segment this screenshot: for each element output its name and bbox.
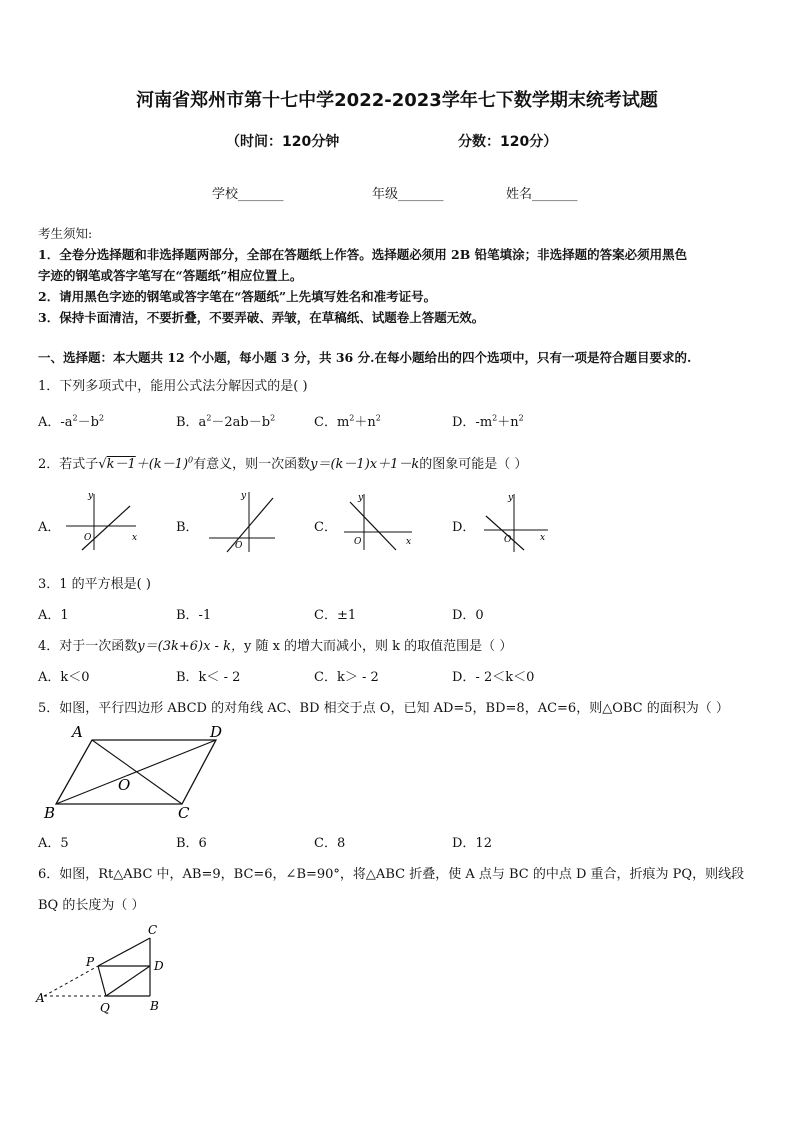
q2-graph-c-x-label: x (406, 537, 412, 547)
q5-stem: 5．如图，平行四边形 ABCD 的对角线 AC、BD 相交于点 O，已知 AD=5，BD=8，AC=6，则△OBC 的面积为（ ） (38, 701, 729, 716)
exam-title: 河南省郑州市第十七中学2022-2023学年七下数学期末统考试题 (136, 90, 658, 111)
q3-option-b: B．-1 (176, 608, 212, 623)
q4-stem: 4．对于一次函数y＝(3k+6)x - k，y 随 x 的增大而减小，则 k 的取值范围是（ ） (38, 639, 513, 654)
q2-graph-a-x-label: x (132, 533, 138, 543)
q3-option-d: D．0 (452, 608, 484, 623)
q5-option-c: C．8 (314, 836, 346, 851)
q2-graph-c (340, 488, 420, 556)
q1-option-d: D．$-m^2+n^2$ (452, 413, 524, 430)
q5-parallelogram-figure (38, 722, 238, 822)
q5-option-a: A．5 (38, 836, 69, 851)
grade-field: 年级_______ (372, 187, 444, 202)
q4-option-a: A．k＜0 (38, 670, 90, 685)
q2-graph-c-origin: O (354, 537, 362, 547)
q5-option-d: D．12 (452, 836, 492, 851)
q2-stem: 2．若式子$√k-1+(k-1)^0$有意义，则一次函数y＝(k－1)x＋1－k的图象可能是（ ） (38, 455, 528, 472)
q2-graph-b-y-label: y (241, 491, 247, 501)
q2-option-d: D． (452, 520, 476, 535)
q6-label-q: Q (100, 1001, 110, 1015)
q2-option-c: C． (314, 520, 337, 535)
q6-label-d: D (154, 959, 164, 973)
q2-option-b: B． (176, 520, 199, 535)
q6-triangle-figure (34, 920, 184, 1020)
name-field: 姓名_______ (506, 187, 578, 202)
q5-label-d: D (210, 723, 223, 741)
q5-label-b: B (44, 804, 56, 822)
section-heading: 一、选择题：本大题共 12 个小题，每小题 3 分，共 36 分.在每小题给出的四个选项中，只有一项是符合题目要求的. (38, 350, 692, 365)
q4-option-c: C．k＞ - 2 (314, 670, 379, 685)
q6-stem-line-2: BQ 的长度为（ ） (38, 898, 145, 913)
q6-label-a: A (36, 991, 45, 1005)
q6-stem-line-1: 6．如图，Rt△ABC 中，AB=9，BC=6，∠B=90°，将△ABC 折叠，使 A 点与 BC 的中点 D 重合，折痕为 PQ，则线段 (38, 867, 745, 882)
q5-label-c: C (178, 804, 190, 822)
q2-graph-d-origin: O (504, 535, 512, 545)
exam-time: （时间：120分钟 (226, 134, 340, 150)
q1-option-c: C．$m^2+n^2$ (314, 413, 381, 430)
q2-graph-a (62, 488, 142, 556)
notice-line-3: 3．保持卡面清洁，不要折叠，不要弄破、弄皱，在草稿纸、试题卷上答题无效。 (38, 310, 485, 325)
q6-label-b: B (150, 999, 159, 1013)
q3-option-c: C．±1 (314, 608, 357, 623)
q6-label-p: P (86, 955, 95, 969)
notice-heading: 考生须知: (38, 226, 93, 241)
exam-score: 分数：120分） (458, 134, 558, 150)
q4-option-b: B．k＜ - 2 (176, 670, 241, 685)
q4-option-d: D．- 2＜k＜0 (452, 670, 535, 685)
q2-graph-a-y-label: y (88, 491, 94, 501)
q3-option-a: A．1 (38, 608, 69, 623)
q6-label-c: C (148, 923, 158, 937)
q1-option-a: A．$-a^2-b^2$ (38, 413, 105, 430)
q2-graph-d (480, 488, 560, 556)
q1-option-b: B．$a^2-2ab-b^2$ (176, 413, 276, 430)
q2-graph-b-origin: O (235, 541, 243, 551)
q2-option-a: A． (38, 520, 61, 535)
notice-line-2: 2．请用黑色字迹的钢笔或答字笔在“答题纸”上先填写姓名和准考证号。 (38, 289, 437, 304)
q5-label-o: O (118, 776, 131, 794)
q2-graph-d-y-label: y (508, 493, 514, 503)
q2-graph-a-origin: O (84, 533, 92, 543)
notice-line-1b: 字迹的钢笔或答字笔写在“答题纸”相应位置上。 (38, 268, 303, 283)
q2-function: y＝(k－1)x＋1－k (310, 457, 420, 472)
q1-stem: 1．下列多项式中，能用公式法分解因式的是( ) (38, 379, 308, 394)
q5-option-b: B．6 (176, 836, 207, 851)
school-field: 学校_______ (212, 187, 284, 202)
q2-graph-d-x-label: x (540, 533, 546, 543)
q5-label-a: A (72, 723, 83, 741)
q2-expression: $√k-1+(k-1)^0$ (98, 455, 194, 472)
notice-line-1a: 1．全卷分选择题和非选择题两部分，全部在答题纸上作答。选择题必须用 2B 铅笔填涂；非选择题的答案必须用黑色 (38, 247, 688, 262)
q2-graph-b (205, 488, 285, 556)
q2-graph-c-y-label: y (358, 493, 364, 503)
q3-stem: 3．1 的平方根是( ) (38, 577, 151, 592)
